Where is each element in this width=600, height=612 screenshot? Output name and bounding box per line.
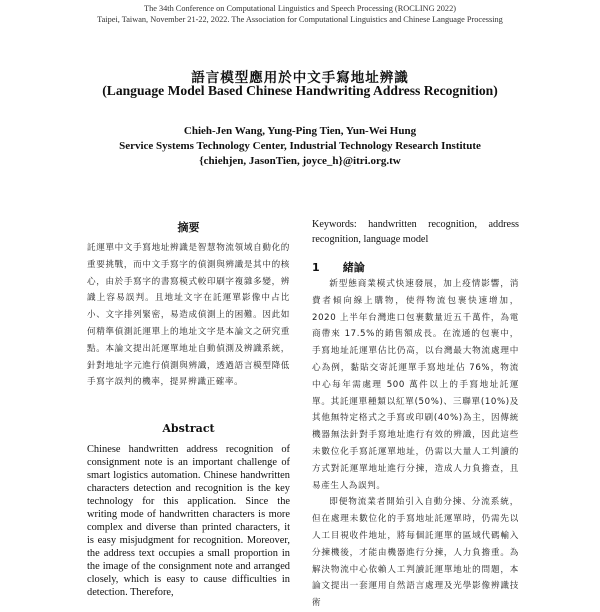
keywords-text: Keywords: handwritten recognition, address recognition, language model <box>312 219 519 245</box>
conference-header-line2: Taipei, Taiwan, November 21-22, 2022. The Association for Computational Linguistics and Chinese Language Processing <box>97 15 503 24</box>
abstract-en-text: Chinese handwritten address recognition of consignment note is an important challenge of smart logistics automation. Chinese handwritten characters detection and recognition is the key technology for this application. Since the writing mode of handwritten characters is more complex and diverse than printed characters, it is easy misjudgment for recognition. Moreover, the address text occupies a small proportion in the image of the consignment note and arranged closely, which is easy to cause difficulties in detection. Therefore, <box>87 444 290 598</box>
abstract-zh-text: 託運單中文手寫地址辨識是智慧物流領域自動化的重要挑戰，而中文手寫字的偵測與辨識是其中的核心，由於手寫字的書寫模式較印刷字複雜多變，辨識上容易誤判。且地址文字在託運單影像中占比小、文字排列緊密，易造成偵測上的困難。因此如何精準偵測託運單上的地址文字是本論文之研究重點。本論文提出託運單地址自動偵測及辨識系統，針對地址字元進行偵測與辨識，透過語言模型降低手寫字誤判的機率，提昇辨識正確率。 <box>87 243 290 388</box>
intro-heading: 緒論 <box>342 261 365 274</box>
intro-heading-wrap <box>312 256 519 275</box>
abstract-zh-section <box>87 240 290 391</box>
intro-paragraph-2: 即便物流業者開始引入自動分揀、分流系統，但在處理未數位化的手寫地址託運單時，仍需先以人工目視收件地址，將每個託運單的區域代碼輸入分揀機後，才能由機器進行分揀，人力負擔重。為解決物流中心依賴人工判讀託運單地址的問題，本論文提出一套運用自然語言處理及光學影像辨識技術 <box>312 497 519 609</box>
author-emails: {chiehjen, JasonTien, joyce_h}@itri.org.tw <box>199 155 401 167</box>
author-affiliation: Service Systems Technology Center, Industrial Technology Research Institute <box>119 140 481 152</box>
abstract-zh-heading-wrap <box>87 219 290 235</box>
abstract-en-heading-wrap <box>87 422 290 435</box>
intro-section-number: 1 <box>312 261 320 274</box>
intro-paragraph-1: 新型態商業模式快速發展，加上疫情影響，消費者傾向線上購物，使得物流包裹快速增加，2020 上半年台灣進口包裹數量近五千萬件，為電商帶來 17.5%的銷售額成長。在流通的包裹中，手寫地址託運單佔比仍高，以台灣最大物流處理中心為例，黏貼交寄託運單手寫地址佔 76%，物流中心每年需處理 500 萬件以上的手寫地址託運單。其託運單種類以紅單(50%)、三聯單(10%)及其他無特定格式之手寫或印刷(40%)為主，因傳統機器無法針對手寫地址進行有效的辨識，因此這些未數位化手寫託運單地址，仍需以大量人工判讀的方式對託運單地址進行分揀，造成人力負擔查，且易產生人為誤判。 <box>312 279 519 491</box>
author-names: Chieh-Jen Wang, Yung-Ping Tien, Yun-Wei Hung <box>183 125 417 137</box>
abstract-zh-heading: 摘要 <box>177 221 200 234</box>
title-chinese: 語言模型應用於中文手寫地址辨識 <box>191 70 409 86</box>
abstract-en-heading: Abstract <box>162 422 215 435</box>
intro-body <box>312 276 519 612</box>
title-english: (Language Model Based Chinese Handwriting Address Recognition) <box>102 83 498 98</box>
conference-header-line1: The 34th Conference on Computational Linguistics and Speech Processing (ROCLING 2022) <box>144 4 456 13</box>
abstract-en-section <box>87 443 290 599</box>
keywords-section <box>312 217 519 247</box>
